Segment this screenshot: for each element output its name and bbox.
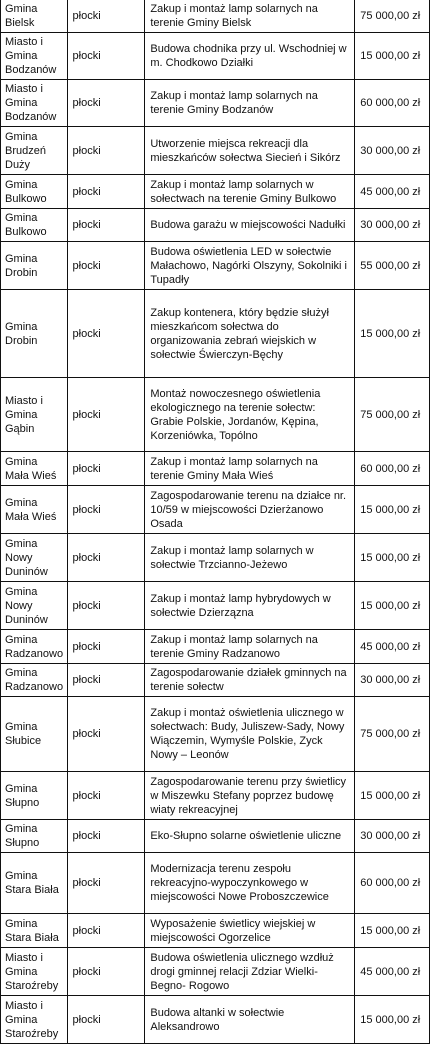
cell-gmina: Gmina Brudzeń Duży bbox=[1, 127, 68, 175]
cell-gmina: Gmina Stara Biała bbox=[1, 853, 68, 914]
table-row bbox=[1, 697, 430, 772]
cell-gmina: Gmina Stara Biała bbox=[1, 914, 68, 948]
cell-gmina: Gmina Nowy Duninów bbox=[1, 534, 68, 582]
cell-kwota: 15 000,00 zł bbox=[355, 534, 430, 582]
cell-powiat: płocki bbox=[67, 853, 145, 914]
cell-zadanie: Zakup i montaż lamp solarnych w sołectwie Trzcianno-Jeżewo bbox=[145, 534, 355, 582]
cell-powiat: płocki bbox=[67, 820, 145, 853]
cell-zadanie: Utworzenie miejsca rekreacji dla mieszkańców sołectwa Siecień i Sikórz bbox=[145, 127, 355, 175]
cell-powiat: płocki bbox=[67, 452, 145, 486]
cell-gmina: Gmina Drobin bbox=[1, 290, 68, 378]
cell-powiat: płocki bbox=[67, 209, 145, 242]
table-row bbox=[1, 452, 430, 486]
cell-gmina: Gmina Bielsk bbox=[1, 0, 68, 33]
cell-gmina: Gmina Mała Wieś bbox=[1, 452, 68, 486]
cell-zadanie: Zakup i montaż lamp solarnych w sołectwach na terenie Gminy Bulkowo bbox=[145, 175, 355, 209]
cell-zadanie: Montaż nowoczesnego oświetlenia ekologicznego na terenie sołectw: Grabie Polskie, Jordanów, Kępina, Korzeniówka, Topólno bbox=[145, 378, 355, 452]
cell-gmina: Gmina Bulkowo bbox=[1, 175, 68, 209]
cell-zadanie: Zakup i montaż lamp solarnych na terenie Gminy Mała Wieś bbox=[145, 452, 355, 486]
cell-gmina: Miasto i Gmina Bodzanów bbox=[1, 33, 68, 80]
cell-powiat: płocki bbox=[67, 996, 145, 1044]
cell-zadanie: Zagospodarowanie terenu na działce nr. 10/59 w miejscowości Dzierżanowo Osada bbox=[145, 486, 355, 534]
table-row bbox=[1, 378, 430, 452]
table-row bbox=[1, 175, 430, 209]
cell-gmina: Gmina Bulkowo bbox=[1, 209, 68, 242]
cell-kwota: 60 000,00 zł bbox=[355, 452, 430, 486]
cell-zadanie: Zakup i montaż lamp solarnych na terenie Gminy Radzanowo bbox=[145, 630, 355, 664]
table-row bbox=[1, 290, 430, 378]
table-row bbox=[1, 80, 430, 127]
cell-kwota: 15 000,00 zł bbox=[355, 996, 430, 1044]
cell-powiat: płocki bbox=[67, 290, 145, 378]
cell-zadanie: Zagospodarowanie terenu przy świetlicy w Miszewku Stefany poprzez budowę wiaty rekreacyjnej bbox=[145, 772, 355, 820]
cell-gmina: Miasto i Gmina Staroźreby bbox=[1, 948, 68, 996]
cell-powiat: płocki bbox=[67, 697, 145, 772]
table-row bbox=[1, 664, 430, 697]
cell-kwota: 75 000,00 zł bbox=[355, 378, 430, 452]
cell-kwota: 15 000,00 zł bbox=[355, 290, 430, 378]
cell-powiat: płocki bbox=[67, 378, 145, 452]
cell-gmina: Miasto i Gmina Gąbin bbox=[1, 378, 68, 452]
cell-zadanie: Zakup i montaż lamp solarnych na terenie Gminy Bodzanów bbox=[145, 80, 355, 127]
cell-kwota: 60 000,00 zł bbox=[355, 80, 430, 127]
cell-powiat: płocki bbox=[67, 914, 145, 948]
cell-zadanie: Wyposażenie świetlicy wiejskiej w miejscowości Ogorzelice bbox=[145, 914, 355, 948]
table-row bbox=[1, 534, 430, 582]
cell-kwota: 30 000,00 zł bbox=[355, 664, 430, 697]
cell-zadanie: Budowa oświetlenia ulicznego wzdłuż drogi gminnej relacji Zdziar Wielki-Begno- Rogowo bbox=[145, 948, 355, 996]
cell-powiat: płocki bbox=[67, 175, 145, 209]
table-row bbox=[1, 820, 430, 853]
cell-powiat: płocki bbox=[67, 33, 145, 80]
cell-kwota: 45 000,00 zł bbox=[355, 630, 430, 664]
table-row bbox=[1, 948, 430, 996]
cell-gmina: Gmina Słubice bbox=[1, 697, 68, 772]
cell-powiat: płocki bbox=[67, 582, 145, 630]
cell-kwota: 60 000,00 zł bbox=[355, 853, 430, 914]
cell-zadanie: Zakup i montaż lamp solarnych na terenie Gminy Bielsk bbox=[145, 0, 355, 33]
cell-kwota: 75 000,00 zł bbox=[355, 697, 430, 772]
cell-zadanie: Zagospodarowanie działek gminnych na terenie sołectw bbox=[145, 664, 355, 697]
cell-gmina: Gmina Mała Wieś bbox=[1, 486, 68, 534]
table-row bbox=[1, 486, 430, 534]
cell-kwota: 45 000,00 zł bbox=[355, 175, 430, 209]
cell-kwota: 15 000,00 zł bbox=[355, 33, 430, 80]
table-row bbox=[1, 996, 430, 1044]
cell-powiat: płocki bbox=[67, 127, 145, 175]
table-row bbox=[1, 33, 430, 80]
cell-kwota: 75 000,00 zł bbox=[355, 0, 430, 33]
table-row bbox=[1, 914, 430, 948]
cell-powiat: płocki bbox=[67, 242, 145, 290]
cell-gmina: Miasto i Gmina Bodzanów bbox=[1, 80, 68, 127]
cell-powiat: płocki bbox=[67, 664, 145, 697]
grant-table-body bbox=[1, 0, 430, 1044]
cell-kwota: 30 000,00 zł bbox=[355, 209, 430, 242]
cell-zadanie: Zakup kontenera, który będzie służył mieszkańcom sołectwa do organizowania zebrań wiejskich w sołectwie Świerczyn-Bęchy bbox=[145, 290, 355, 378]
cell-zadanie: Budowa chodnika przy ul. Wschodniej w m. Chodkowo Działki bbox=[145, 33, 355, 80]
cell-kwota: 15 000,00 zł bbox=[355, 914, 430, 948]
cell-zadanie: Eko-Słupno solarne oświetlenie uliczne bbox=[145, 820, 355, 853]
table-row bbox=[1, 0, 430, 33]
cell-powiat: płocki bbox=[67, 772, 145, 820]
cell-powiat: płocki bbox=[67, 630, 145, 664]
cell-kwota: 45 000,00 zł bbox=[355, 948, 430, 996]
cell-kwota: 15 000,00 zł bbox=[355, 486, 430, 534]
table-row bbox=[1, 242, 430, 290]
cell-powiat: płocki bbox=[67, 534, 145, 582]
cell-gmina: Gmina Słupno bbox=[1, 820, 68, 853]
cell-powiat: płocki bbox=[67, 486, 145, 534]
cell-zadanie: Zakup i montaż oświetlenia ulicznego w sołectwach: Budy, Juliszew-Sady, Nowy Wiączemin, Wymyśle Polskie, Zyck Nowy – Leonów bbox=[145, 697, 355, 772]
cell-powiat: płocki bbox=[67, 948, 145, 996]
cell-kwota: 30 000,00 zł bbox=[355, 820, 430, 853]
cell-gmina: Gmina Nowy Duninów bbox=[1, 582, 68, 630]
cell-zadanie: Budowa garażu w miejscowości Nadułki bbox=[145, 209, 355, 242]
cell-zadanie: Modernizacja terenu zespołu rekreacyjno-wypoczynkowego w miejscowości Nowe Proboszczewice bbox=[145, 853, 355, 914]
cell-powiat: płocki bbox=[67, 0, 145, 33]
cell-gmina: Gmina Słupno bbox=[1, 772, 68, 820]
table-row bbox=[1, 853, 430, 914]
table-row bbox=[1, 127, 430, 175]
cell-gmina: Gmina Radzanowo bbox=[1, 630, 68, 664]
table-row bbox=[1, 209, 430, 242]
table-row bbox=[1, 630, 430, 664]
cell-powiat: płocki bbox=[67, 80, 145, 127]
cell-kwota: 55 000,00 zł bbox=[355, 242, 430, 290]
cell-zadanie: Budowa oświetlenia LED w sołectwie Małachowo, Nagórki Olszyny, Sokolniki i Tupadły bbox=[145, 242, 355, 290]
table-row bbox=[1, 772, 430, 820]
cell-gmina: Gmina Drobin bbox=[1, 242, 68, 290]
cell-zadanie: Zakup i montaż lamp hybrydowych w sołectwie Dzierzązna bbox=[145, 582, 355, 630]
cell-kwota: 15 000,00 zł bbox=[355, 772, 430, 820]
cell-kwota: 30 000,00 zł bbox=[355, 127, 430, 175]
cell-gmina: Gmina Radzanowo bbox=[1, 664, 68, 697]
cell-kwota: 15 000,00 zł bbox=[355, 582, 430, 630]
cell-zadanie: Budowa altanki w sołectwie Aleksandrowo bbox=[145, 996, 355, 1044]
cell-gmina: Miasto i Gmina Staroźreby bbox=[1, 996, 68, 1044]
table-row bbox=[1, 582, 430, 630]
